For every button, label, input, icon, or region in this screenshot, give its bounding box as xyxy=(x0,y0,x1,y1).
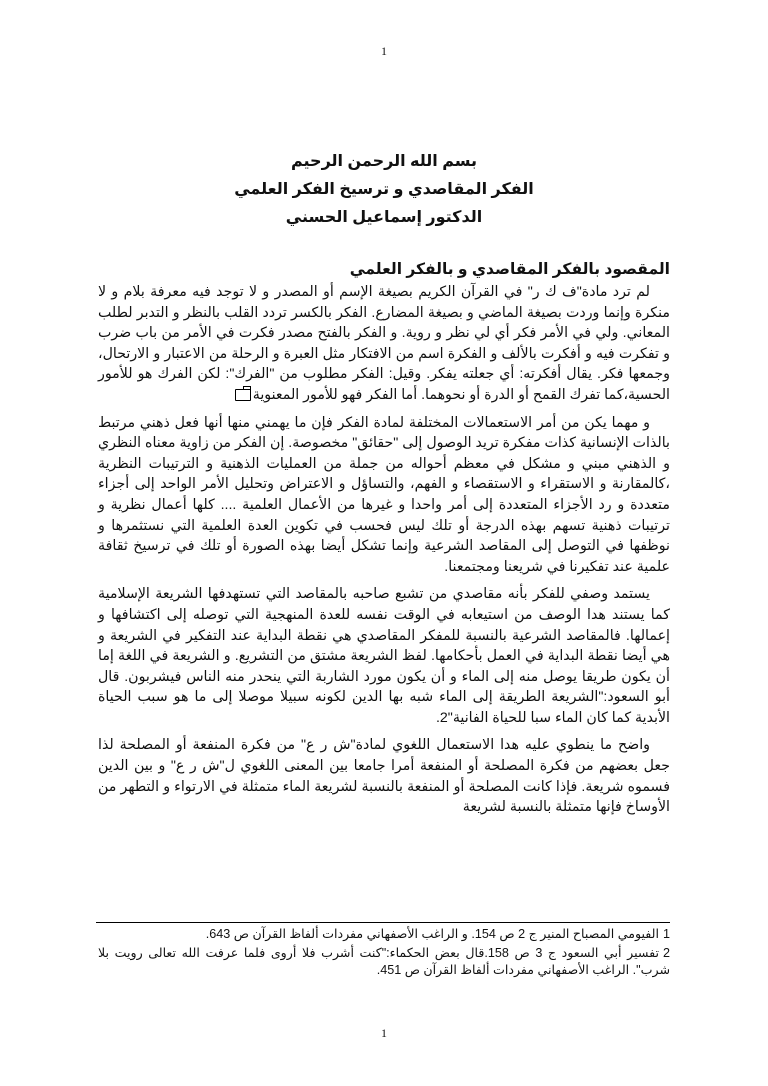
paragraph-3: يستمد وصفي للفكر بأنه مقاصدي من تشبع صاحبه بالمقاصد التي تستهدفها الشريعة الإسلامية كما يستند هدا الوصف من استيعابه في الوقت نفسه للعدة المنهجية التي توصله إلى اكتشافها و إعمالها. فالمقاصد الشرعية بالنسبة للمفكر المقاصدي هي نقطة البداية عند التفكير في الشريعة و هي أيضا نقطة البداية في العمل بأحكامها. لفظ الشريعة مشتق من التشريع. و الشريعة في اللغة إما أن يكون طريقا يوصل منه إلى الماء و أن يكون مورد الشاربة التي ينحدر منه الناس فيشربون. قال أبو السعود:"الشريعة الطريقة إلى الماء شبه بها الدين لكونه سبيلا موصلا إلى ما هو سبب الحياة الأبدية كما كان الماء سبا للحياة الفانية"2. xyxy=(98,586,670,726)
footnote-marker-icon xyxy=(235,389,251,401)
section-heading: المقصود بالفكر المقاصدي و بالفكر العلمي xyxy=(349,261,670,278)
footnote-1 xyxy=(98,926,670,943)
paragraph-4: واضح ما ينطوي عليه هدا الاستعمال اللغوي لمادة"ش ر ع" من فكرة المنفعة أو المصلحة لذا جعل بعضهم من فكرة المصلحة أو المنفعة أمرا جامعا بين المعنى اللغوي ل"ش ر ع" و بين الدين فسموه شريعة. فإذا كانت المصلحة أو المنفعة بالنسبة لشريعة الماء متمثلة في الارتواء و التطهر من الأوساخ فإنها متمثلة بالنسبة لشريعة xyxy=(98,737,670,816)
paragraph-1-text: لم ترد مادة"ف ك ر" في القرآن الكريم بصيغة الإسم أو المصدر و لا توجد فيه معرفة بلام و لا منكرة وإنما وردت بصيغة الماضي و بصيغة المضارع. الفكر بالكسر تردد القلب بالنظر و التدبر لطلب المعاني. ولي في الأمر فكر أي لي نظر و روية. و الفكر بالفتح مصدر فكرت في الأمر من باب ضرب و تفكرت فيه و أفكرت بالألف و الفكرة اسم من الافتكار مثل العبرة و الرحلة من الاعتبار و الارتحال، وجمعها فكر. يقال أفكرته: أي جعلته يفكر. وقيل: الفكر مطلوب من "الفرك": لكن الفرك هو للأمور الحسية،كما تفرك القمح أو الدرة أو نحوهما. أما الفكر فهو للأمور المعنوية xyxy=(98,284,670,403)
title-block xyxy=(90,148,678,232)
footnote-1-number: 1 xyxy=(662,927,670,941)
footnote-divider xyxy=(96,922,670,923)
footnote-2 xyxy=(98,945,670,979)
paragraph-2: و مهما يكن من أمر الاستعمالات المختلفة لمادة الفكر فإن ما يهمني منها أنها فعل ذهني مرتبط بالذات الإنسانية كذات مفكرة تريد الوصول إلى "حقائق" مخصوصة. إن الفكر من زاوية معناه النظري و الذهني مبني و مشكل في معظم أحواله من جملة من العمليات الذهنية و الترتيبات النظرية ،كالمقارنة و الاستقراء و الاستقصاء و الفهم، والتساؤل و الاعتراض وتحليل الأمر الواحد إلى أجزاء متعددة و رد الأجزاء المتعددة إلى أمر واحدا و غيرها من الأعمال العلمية .... كلها أعمال نظرية و ترتيبات ذهنية تسهم بهذه الدرجة أو تلك ليس فحسب في تكوين العدة العلمية التي نستثمرها و نوظفها في التوصل إلى المقاصد الشرعية وإنما تشكل أيضا بهذه الصورة أو تلك في ترسيخ ثقافة علمية عند تفكيرنا في شريعنا ومجتمعنا. xyxy=(97,414,670,575)
footnote-2-text: تفسير أبي السعود ج 3 ص 158.قال بعض الحكماء:"كنت أشرب فلا أروى فلما عرفت الله تعالى رويت بلا شرب". الراغب الأصفهاني مفردات ألفاظ القرآن ص 451. xyxy=(98,946,670,977)
document-title: الفكر المقاصدي و ترسيخ الفكر العلمي xyxy=(234,181,534,198)
page-number-bottom: 1 xyxy=(381,1026,387,1040)
footnote-1-text: الفيومي المصباح المنير ج 2 ص 154. و الراغب الأصفهاني مفردات ألفاظ القرآن ص 643. xyxy=(205,927,659,941)
body-text xyxy=(98,282,670,825)
footnote-2-number: 2 xyxy=(662,946,670,960)
footnotes xyxy=(98,926,670,981)
page-number-top: 1 xyxy=(381,44,387,58)
author-name: الدكتور إسماعيل الحسني xyxy=(285,209,483,226)
basmala: بسم الله الرحمن الرحيم xyxy=(290,153,478,170)
paragraph-1 xyxy=(98,282,670,406)
